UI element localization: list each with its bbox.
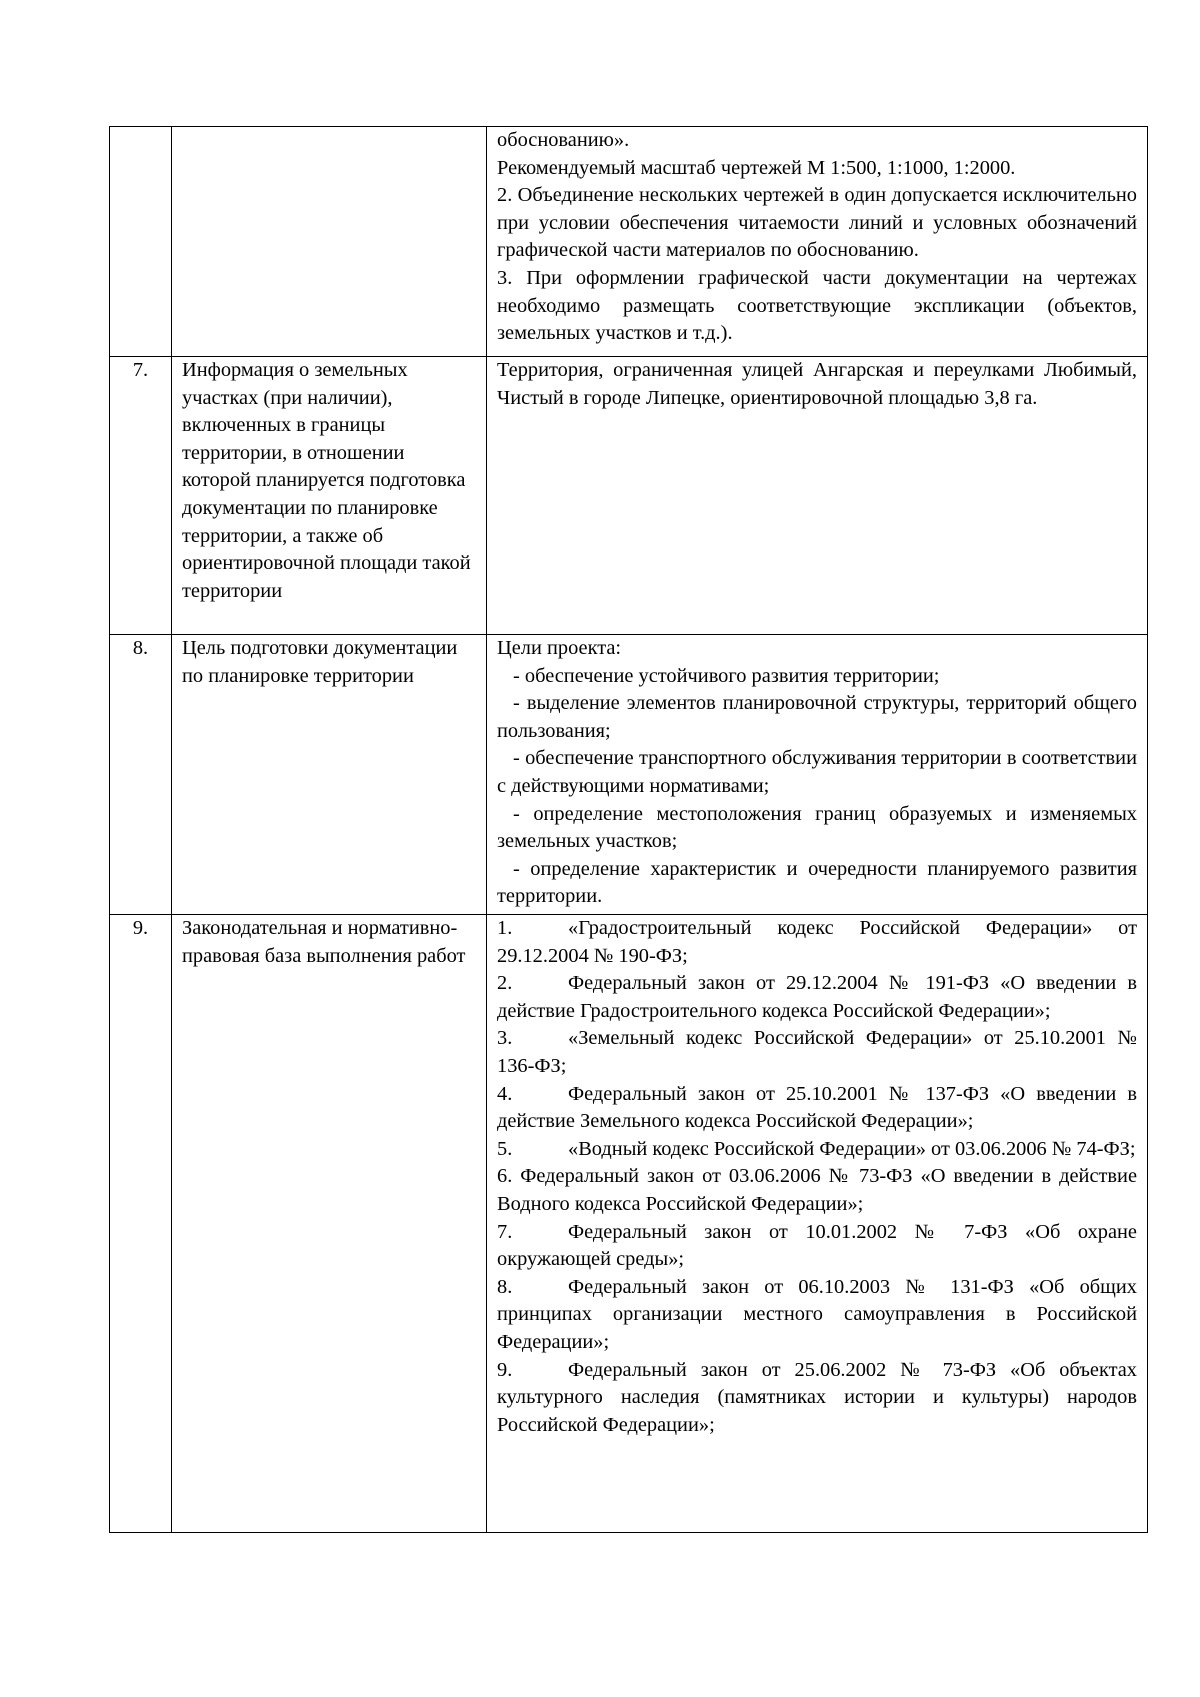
law-number: 4. — [497, 1082, 513, 1105]
row-value-cell — [487, 357, 1148, 635]
row-number-cell: 7. — [110, 357, 172, 635]
row-value-cell — [487, 635, 1148, 915]
law-number: 8. — [497, 1275, 513, 1298]
law-text: Федеральный закон от 29.12.2004 № 191-ФЗ «О введении в действие Градостроительного кодекса Российской Федерации»; — [497, 972, 1137, 1022]
law-item — [497, 1219, 1137, 1274]
table-row-9 — [110, 915, 1148, 1533]
law-text: «Градостроительный кодекс Российской Федерации» от 29.12.2004 № 190-ФЗ; — [497, 917, 1137, 967]
law-text: 6. Федеральный закон от 03.06.2006 № 73-ФЗ «О введении в действие Водного кодекса Российской Федерации»; — [497, 1165, 1137, 1215]
row-value-cell — [487, 127, 1148, 357]
row-name-cell — [172, 127, 487, 357]
table-row-continuation — [110, 127, 1148, 357]
law-item — [497, 970, 1137, 1025]
law-item — [497, 1274, 1137, 1357]
goal-item: - обеспечение транспортного обслуживания территории в соответствии с действующими нормативами; — [497, 747, 1137, 797]
law-text: «Земельный кодекс Российской Федерации» от 25.10.2001 № 136-ФЗ; — [497, 1027, 1137, 1077]
row-number-cell — [110, 127, 172, 357]
law-number: 7. — [497, 1220, 513, 1243]
law-number: 5. — [497, 1137, 513, 1160]
requirements-table — [109, 126, 1148, 1533]
law-number: 9. — [497, 1358, 513, 1381]
law-text: Федеральный закон от 10.01.2002 № 7-ФЗ «Об охране окружающей среды»; — [497, 1220, 1137, 1271]
table-row-8 — [110, 635, 1148, 915]
row-value-cell — [487, 915, 1148, 1533]
paragraph: Территория, ограниченная улицей Ангарская и переулками Любимый, Чистый в городе Липецке, ориентировочной площадью 3,8 га. — [497, 359, 1137, 409]
law-text: Федеральный закон от 06.10.2003 № 131-ФЗ «Об общих принципах организации местного самоуправления в Российской Федерации»; — [497, 1275, 1137, 1353]
law-text: Федеральный закон от 25.10.2001 № 137-ФЗ «О введении в действие Земельного кодекса Российской Федерации»; — [497, 1082, 1137, 1133]
goals-intro: Цели проекта: — [497, 637, 622, 659]
goal-item: - определение местоположения границ образуемых и изменяемых земельных участков; — [497, 802, 1137, 853]
row-name-cell: Цель подготовки документации по планировке территории — [172, 635, 487, 915]
law-item — [497, 1025, 1137, 1080]
row-name-cell: Законодательная и нормативно-правовая база выполнения работ — [172, 915, 487, 1533]
law-item — [497, 1163, 1137, 1218]
table-row-7 — [110, 357, 1148, 635]
law-number: 1. — [497, 917, 513, 939]
paragraph: Рекомендуемый масштаб чертежей М 1:500, 1:1000, 1:2000. — [497, 156, 1016, 179]
law-item — [497, 915, 1137, 970]
paragraph: обоснованию». — [497, 129, 630, 151]
goal-item: - выделение элементов планировочной структуры, территорий общего пользования; — [497, 692, 1137, 742]
law-text: «Водный кодекс Российской Федерации» от 03.06.2006 № 74-ФЗ; — [568, 1137, 1136, 1160]
paragraph: 2. Объединение нескольких чертежей в один допускается исключительно при условии обеспечения читаемости линий и условных обозначений графической части материалов по обоснованию. — [497, 184, 1137, 262]
goal-item: - обеспечение устойчивого развития территории; — [513, 664, 940, 687]
law-number: 3. — [497, 1027, 513, 1050]
row-number-cell: 9. — [110, 915, 172, 1533]
law-text: Федеральный закон от 25.06.2002 № 73-ФЗ «Об объектах культурного наследия (памятниках истории и культуры) народов Российской Федерации»; — [497, 1358, 1137, 1436]
law-item — [497, 1136, 1137, 1164]
law-item — [497, 1357, 1137, 1440]
goal-item: - определение характеристик и очередности планируемого развития территории. — [497, 857, 1137, 908]
paragraph: 3. При оформлении графической части документации на чертежах необходимо размещать соответствующие экспликации (объектов, земельных участков и т.д.). — [497, 266, 1137, 345]
law-number: 2. — [497, 972, 513, 995]
row-name-cell: Информация о земельных участках (при наличии), включенных в границы территории, в отношении которой планируется подготовка документации по планировке территории, а также об ориентировочной площади такой территории — [172, 357, 487, 635]
row-number-cell: 8. — [110, 635, 172, 915]
law-item — [497, 1081, 1137, 1136]
